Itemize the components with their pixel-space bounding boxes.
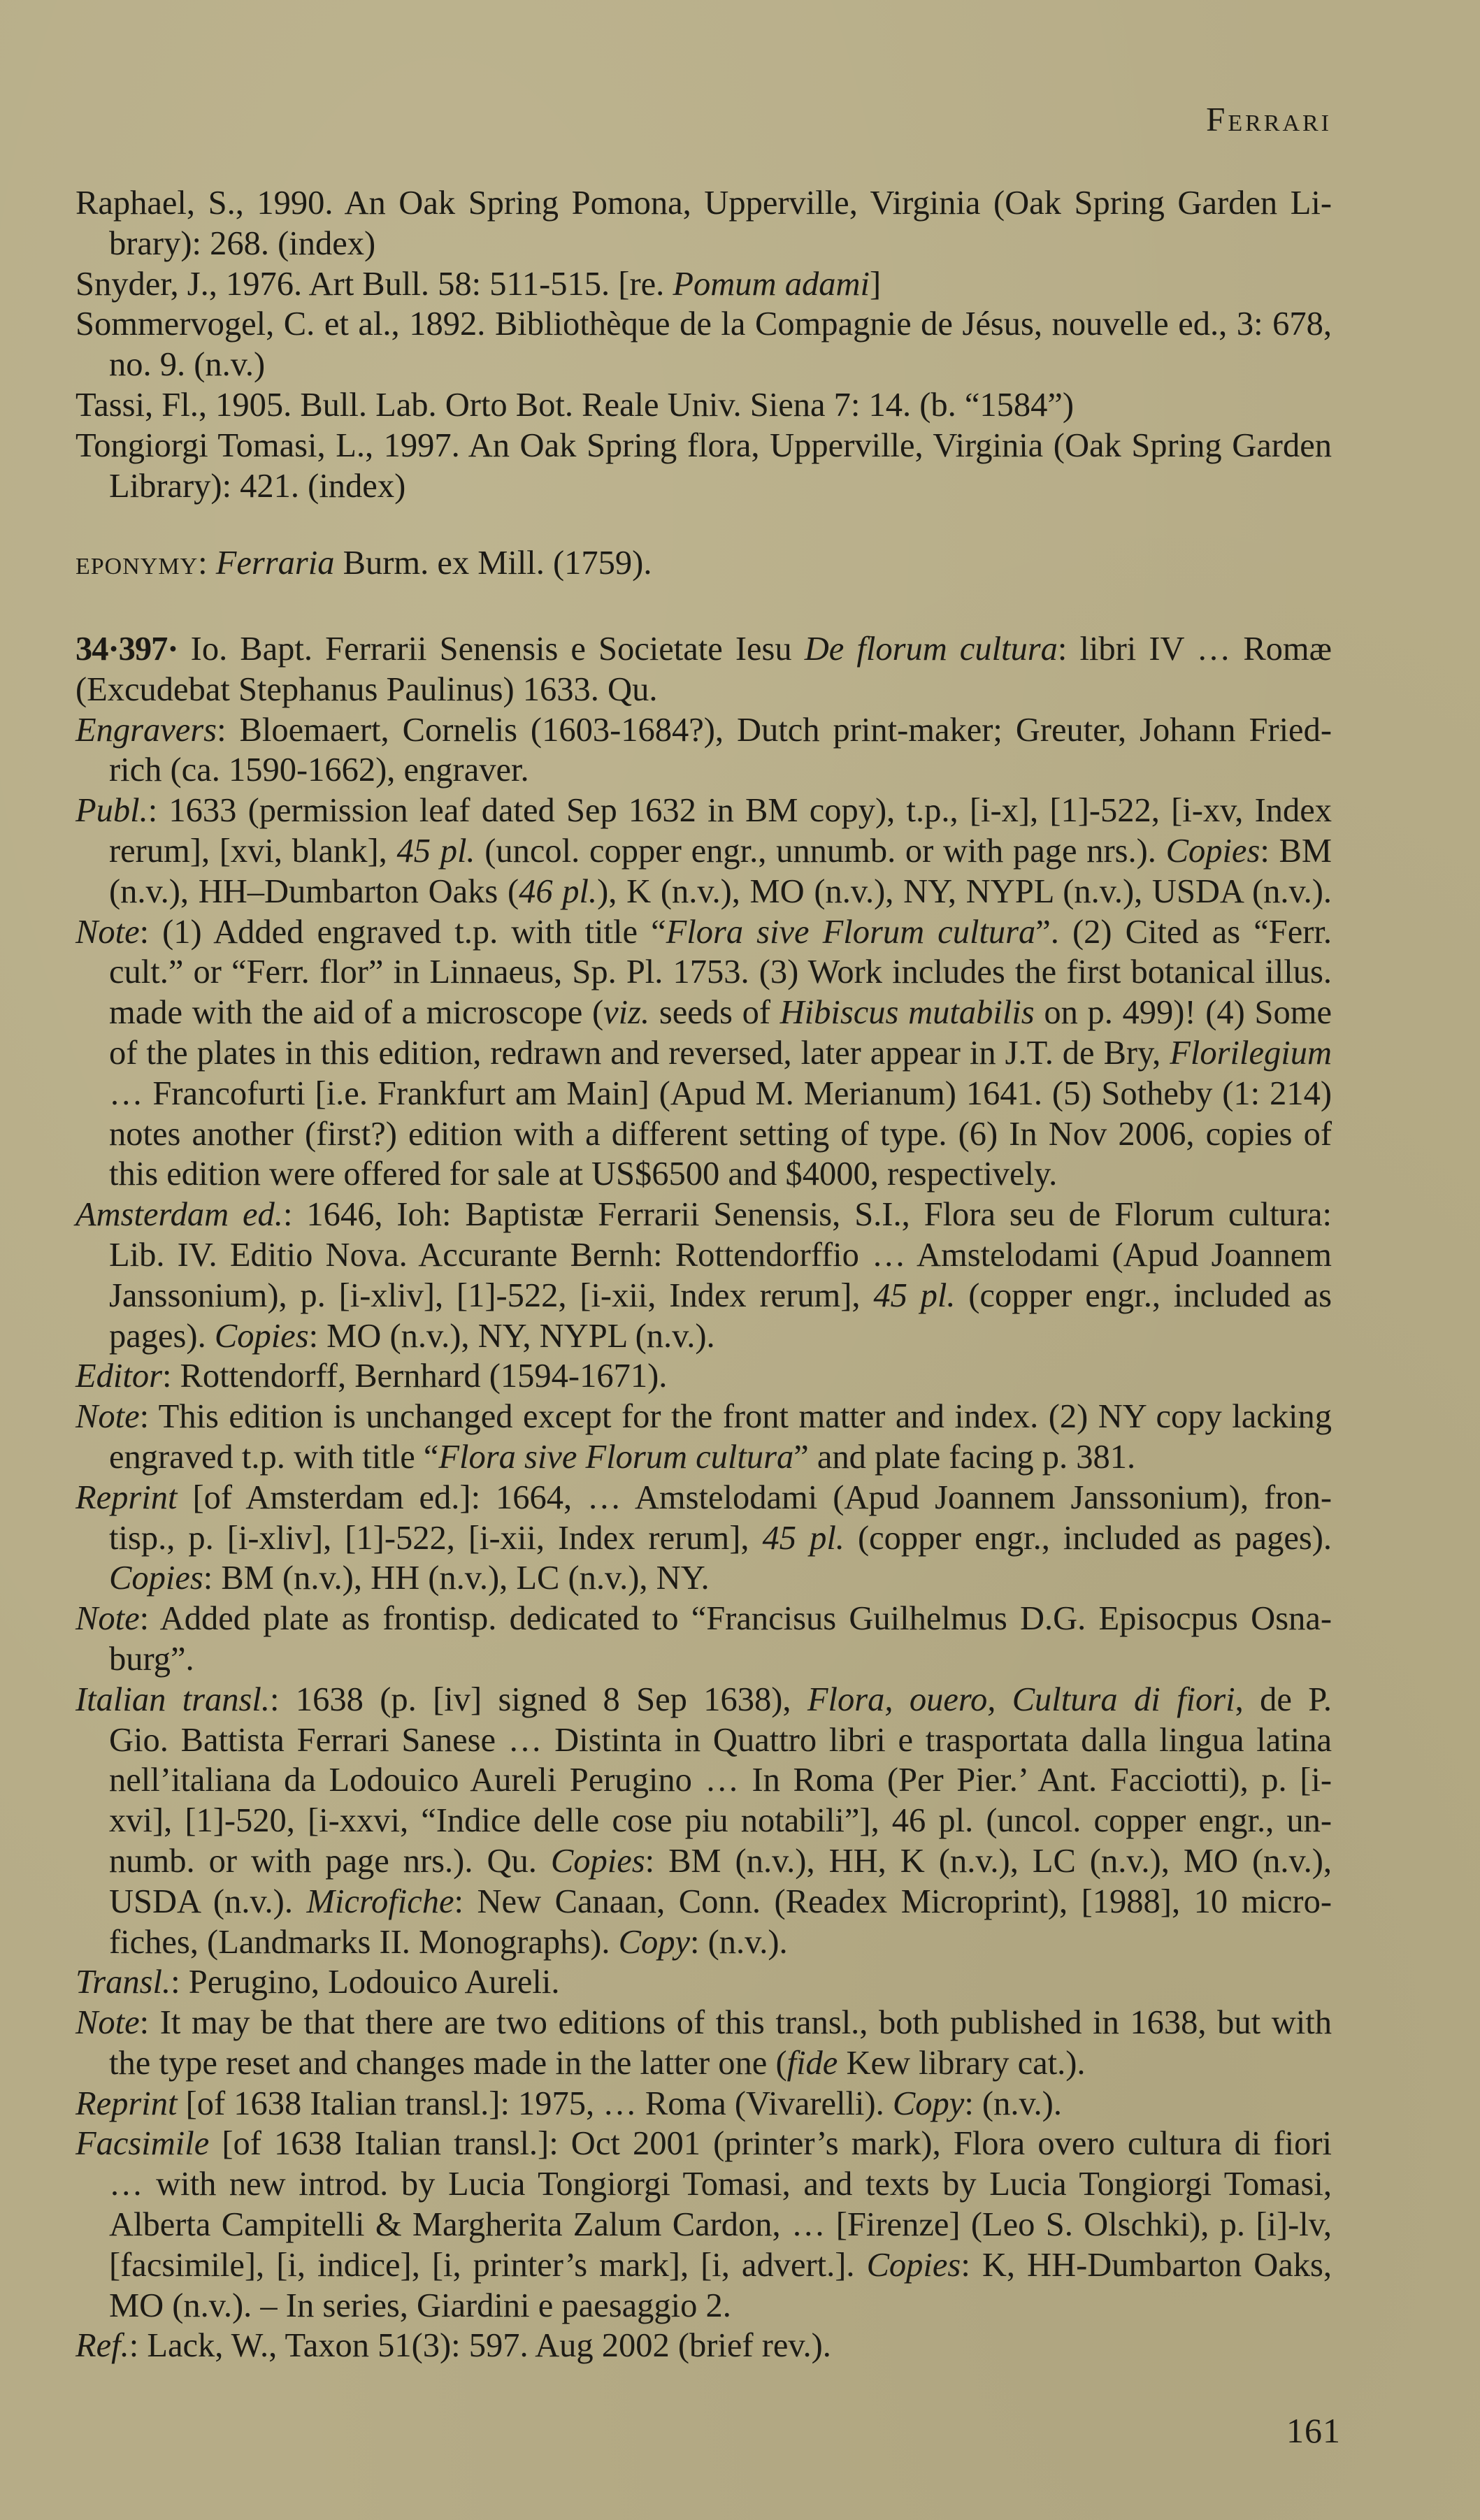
text-segment: tisp., p. [i-xliv], [1]-522, [i-xii, Index rerum], xyxy=(109,1519,763,1557)
italic-text: fide xyxy=(786,2044,838,2082)
italic-text: Reprint xyxy=(76,1478,178,1516)
text-segment: : libri IV … Romæ xyxy=(1057,631,1332,668)
reference-line xyxy=(76,183,1332,224)
entry-line xyxy=(76,1316,1332,1357)
text-segment: this edition were offered for sale at US$6500 and $4000, respectively. xyxy=(109,1155,1058,1193)
italic-text: Engravers xyxy=(76,711,217,749)
text-segment: seeds of xyxy=(649,994,780,1032)
italic-text: Note xyxy=(76,2004,140,2042)
entry-line xyxy=(76,2043,1332,2084)
text-segment: nell’italiana da Lodouico Aureli Perugino … In Roma (Per Pier.’ Ant. Facciotti), p. [i- xyxy=(109,1762,1332,1799)
entry-line xyxy=(76,1558,1332,1599)
text-segment: Snyder, J., 1976. Art Bull. 58: 511-515. [re. xyxy=(76,265,673,303)
text-segment: : BM (n.v.), HH, K (n.v.), LC (n.v.), MO (n.v.), xyxy=(645,1842,1332,1880)
text-segment: the type reset and changes made in the latter one ( xyxy=(109,2044,787,2082)
entry-line xyxy=(76,1680,1332,1720)
entry-line xyxy=(76,1235,1332,1276)
text-segment: Gio. Battista Ferrari Sanese … Distinta in Quattro libri e trasportata dalla lingua latina xyxy=(109,1721,1332,1759)
entry-line xyxy=(76,2003,1332,2043)
entry-line xyxy=(76,1074,1332,1114)
italic-text: Flora sive Florum cultura xyxy=(438,1438,794,1476)
text-segment: Alberta Campitelli & Margherita Zalum Cardon, … [Firenze] (Leo S. Olschki), p. [i]-lv, xyxy=(109,2206,1332,2244)
text-segment: Library): 421. (index) xyxy=(109,467,406,505)
italic-text: Microfiche xyxy=(306,1882,454,1920)
reference-line xyxy=(76,385,1332,426)
entry-line xyxy=(76,872,1332,912)
running-head: Ferrari xyxy=(1206,100,1332,138)
entry-line xyxy=(76,791,1332,831)
text-segment: ] xyxy=(869,265,882,303)
italic-text: Publ. xyxy=(76,792,148,830)
reference-line xyxy=(76,345,1332,385)
italic-text: Flora sive Florum cultura xyxy=(666,913,1036,951)
text-segment: [of 1638 Italian transl.]: Oct 2001 (printer’s mark), Flora overo cultura di fiori xyxy=(209,2125,1332,2163)
text-segment: brary): 268. (index) xyxy=(109,224,376,262)
italic-text: Amsterdam ed. xyxy=(76,1196,283,1234)
text-segment: … with new introd. by Lucia Tongiorgi Tomasi, and texts by Lucia Tongiorgi Tomasi, xyxy=(109,2166,1332,2203)
text-segment: (uncol. copper engr., unnumb. or with page nrs.). xyxy=(475,832,1166,870)
text-segment: [facsimile], [i, indice], [i, printer’s mark], [i, advert.]. xyxy=(109,2246,867,2284)
italic-text: Copies xyxy=(109,1560,203,1597)
entry-line xyxy=(76,1276,1332,1316)
page-number: 161 xyxy=(1286,2411,1341,2450)
entry-line xyxy=(76,952,1332,993)
text-segment: Kew library cat.). xyxy=(838,2044,1086,2082)
text-segment: : xyxy=(198,545,216,582)
text-segment: : BM (n.v.), HH (n.v.), LC (n.v.), NY. xyxy=(203,1560,710,1597)
text-segment: Tongiorgi Tomasi, L., 1997. An Oak Spring flora, Upperville, Virginia (Oak Spring Garden xyxy=(76,426,1332,464)
italic-text: Flora, ouero, Cultura di fiori xyxy=(807,1680,1235,1718)
entry-line xyxy=(76,1518,1332,1559)
italic-text: Note xyxy=(76,1600,140,1638)
reference-list xyxy=(76,183,1332,506)
catalogue-entry xyxy=(76,629,1332,2366)
italic-text: Ref. xyxy=(76,2327,129,2365)
text-segment: (n.v.), HH–Dumbarton Oaks ( xyxy=(109,872,519,910)
text-segment: Sommervogel, C. et al., 1892. Bibliothèque de la Compagnie de Jésus, nouvelle ed., 3: 678, xyxy=(76,305,1332,343)
text-segment: Io. Bapt. Ferrarii Senensis e Societate Iesu xyxy=(178,631,805,668)
text-segment: rich (ca. 1590-1662), engraver. xyxy=(109,751,529,789)
italic-text: De florum cultura xyxy=(804,631,1058,668)
text-segment: : It may be that there are two editions of this transl., both published in 1638, but with xyxy=(139,2004,1332,2042)
text-segment: : BM xyxy=(1260,832,1332,870)
text-segment: (copper engr., included as pages). xyxy=(844,1519,1332,1557)
text-segment: engraved t.p. with title “ xyxy=(109,1438,439,1476)
entry-number: 34·397· xyxy=(76,631,178,668)
entry-title-line xyxy=(76,629,1332,670)
reference-line xyxy=(76,466,1332,507)
text-segment: ), K (n.v.), MO (n.v.), NY, NYPL (n.v.), USDA (n.v.). xyxy=(597,872,1332,910)
text-segment: : MO (n.v.), NY, NYPL (n.v.). xyxy=(308,1317,715,1355)
italic-text: Copy xyxy=(618,1923,691,1961)
entry-line xyxy=(76,912,1332,953)
italic-text: Transl. xyxy=(76,1964,171,2001)
text-segment: : K, HH-Dumbarton Oaks, xyxy=(961,2246,1332,2284)
entry-line xyxy=(76,1801,1332,1841)
reference-line xyxy=(76,224,1332,264)
text-segment: [of 1638 Italian transl.]: 1975, … Roma (Vivarelli). xyxy=(177,2085,893,2122)
text-segment: (Excudebat Stephanus Paulinus) 1633. Qu. xyxy=(76,670,658,708)
italic-text: Hibiscus mutabilis xyxy=(779,994,1035,1032)
italic-text: 46 pl. xyxy=(519,872,598,910)
text-segment: numb. or with page nrs.). Qu. xyxy=(109,1842,551,1880)
text-segment: : (1) Added engraved t.p. with title “ xyxy=(139,913,666,951)
eponymy-section xyxy=(76,543,1332,584)
text-segment: no. 9. (n.v.) xyxy=(109,346,266,384)
entry-line xyxy=(76,831,1332,872)
entry-line xyxy=(76,1397,1332,1437)
text-segment: xvi], [1]-520, [i-xxvi, “Indice delle cose piu notabili”], 46 pl. (uncol. copper engr., un- xyxy=(109,1802,1332,1840)
italic-text: Italian transl. xyxy=(76,1680,271,1718)
italic-text: 45 pl. xyxy=(873,1276,956,1314)
text-segment: : 1633 (permission leaf dated Sep 1632 in BM copy), t.p., [i-x], [1]-522, [i-xv, Index xyxy=(148,792,1332,830)
eponymy-text xyxy=(198,545,652,582)
text-segment: : Bloemaert, Cornelis (1603-1684?), Dutch print-maker; Greuter, Johann Fried- xyxy=(217,711,1332,749)
entry-line xyxy=(76,1356,1332,1397)
entry-line xyxy=(76,1154,1332,1195)
italic-text: viz. xyxy=(603,994,650,1032)
italic-text: Editor xyxy=(76,1358,162,1395)
text-segment: on p. 499)! (4) Some xyxy=(1034,994,1332,1032)
entry-line xyxy=(76,710,1332,751)
text-segment: : Rottendorff, Bernhard (1594-1671). xyxy=(161,1358,668,1395)
text-segment: [of Amsterdam ed.]: 1664, … Amstelodami (Apud Joannem Janssonium), fron- xyxy=(177,1478,1332,1516)
entry-line xyxy=(76,2124,1332,2164)
italic-text: Reprint xyxy=(76,2085,178,2122)
text-segment: : New Canaan, Conn. (Readex Microprint), [1988], 10 micro- xyxy=(454,1882,1332,1920)
entry-line xyxy=(76,1599,1332,1639)
text-segment: : (n.v.). xyxy=(690,1923,788,1961)
entry-line xyxy=(76,2286,1332,2326)
italic-text: Florilegium xyxy=(1170,1034,1332,1072)
text-segment: ”. (2) Cited as “Ferr. xyxy=(1035,913,1332,951)
entry-line xyxy=(76,993,1332,1033)
italic-text: 45 pl. xyxy=(396,832,475,870)
text-segment: pages). xyxy=(109,1317,215,1355)
text-segment: : 1638 (p. [iv] signed 8 Sep 1638), xyxy=(270,1680,807,1718)
entry-line xyxy=(76,1760,1332,1801)
italic-text: Copies xyxy=(1165,832,1260,870)
entry-line xyxy=(76,2164,1332,2205)
entry-line xyxy=(76,1437,1332,1478)
text-segment: ” and plate facing p. 381. xyxy=(793,1438,1136,1476)
text-segment: Lib. IV. Editio Nova. Accurante Bernh: Rottendorffio … Amstelodami (Apud Joannem xyxy=(109,1236,1332,1274)
italic-text: Copies xyxy=(214,1317,309,1355)
text-segment: of the plates in this edition, redrawn and reversed, later appear in J.T. de Bry, xyxy=(109,1034,1170,1072)
italic-text: 45 pl. xyxy=(762,1519,845,1557)
text-segment: Raphael, S., 1990. An Oak Spring Pomona, Upperville, Virginia (Oak Spring Garden Li- xyxy=(76,185,1332,222)
entry-line xyxy=(76,1922,1332,1963)
text-segment: (copper engr., included as xyxy=(955,1276,1332,1314)
entry-line xyxy=(76,2084,1332,2124)
reference-line xyxy=(76,304,1332,345)
text-segment: rerum], [xvi, blank], xyxy=(109,832,397,870)
entry-line xyxy=(76,2245,1332,2286)
text-segment: Burm. ex Mill. (1759). xyxy=(334,545,652,582)
entry-line xyxy=(76,670,1332,710)
reference-line xyxy=(76,426,1332,466)
entry-line xyxy=(76,2205,1332,2245)
entry-line xyxy=(76,1841,1332,1882)
text-segment: , de P. xyxy=(1235,1680,1332,1718)
entry-line xyxy=(76,1882,1332,1922)
text-segment: made with the aid of a microscope ( xyxy=(109,994,604,1032)
text-segment: fiches, (Landmarks II. Monographs). xyxy=(109,1923,619,1961)
entry-line xyxy=(76,1639,1332,1680)
italic-text: Note xyxy=(76,913,140,951)
text-segment: MO (n.v.). – In series, Giardini e paesaggio 2. xyxy=(109,2287,731,2324)
italic-text: Facsimile xyxy=(76,2125,210,2163)
text-segment: Tassi, Fl., 1905. Bull. Lab. Orto Bot. Reale Univ. Siena 7: 14. (b. “1584”) xyxy=(76,386,1075,424)
text-segment: : Added plate as frontisp. dedicated to “Francisus Guilhelmus D.G. Episocpus Osna- xyxy=(139,1600,1332,1638)
text-segment: cult.” or “Ferr. flor” in Linnaeus, Sp. Pl. 1753. (3) Work includes the first botanical illus. xyxy=(109,953,1332,991)
italic-text: Pomum adami xyxy=(673,265,870,303)
entry-line xyxy=(76,2326,1332,2366)
entry-line xyxy=(76,1962,1332,2003)
eponymy-line xyxy=(76,543,1332,584)
italic-text: Copies xyxy=(866,2246,961,2284)
text-segment: : 1646, Ioh: Baptistæ Ferrarii Senensis, S.I., Flora seu de Florum cultura: xyxy=(282,1196,1332,1234)
reference-line xyxy=(76,264,1332,305)
text-segment: : (n.v.). xyxy=(964,2085,1062,2122)
italic-text: Copy xyxy=(892,2085,965,2122)
text-segment: : Lack, W., Taxon 51(3): 597. Aug 2002 (brief rev.). xyxy=(129,2327,831,2365)
italic-text: Copies xyxy=(550,1842,645,1880)
text-segment: : Perugino, Lodouico Aureli. xyxy=(171,1964,560,2001)
italic-text: Note xyxy=(76,1398,140,1436)
text-segment: USDA (n.v.). xyxy=(109,1882,307,1920)
text-segment: : This edition is unchanged except for the front matter and index. (2) NY copy lacking xyxy=(139,1398,1332,1436)
text-segment: burg”. xyxy=(109,1640,194,1678)
entry-line xyxy=(76,1478,1332,1518)
entry-line xyxy=(76,1720,1332,1761)
italic-text: Ferraria xyxy=(215,545,335,582)
entry-line xyxy=(76,1195,1332,1235)
entry-line xyxy=(76,750,1332,791)
text-segment: … Francofurti [i.e. Frankfurt am Main] (Apud M. Merianum) 1641. (5) Sotheby (1: 214) xyxy=(109,1074,1332,1112)
entry-line xyxy=(76,1033,1332,1074)
eponymy-label: eponymy xyxy=(76,545,199,582)
text-segment: notes another (first?) edition with a different setting of type. (6) In Nov 2006, copies of xyxy=(109,1115,1332,1153)
text-segment: Janssonium), p. [i-xliv], [1]-522, [i-xii, Index rerum], xyxy=(109,1276,874,1314)
entry-line xyxy=(76,1114,1332,1155)
